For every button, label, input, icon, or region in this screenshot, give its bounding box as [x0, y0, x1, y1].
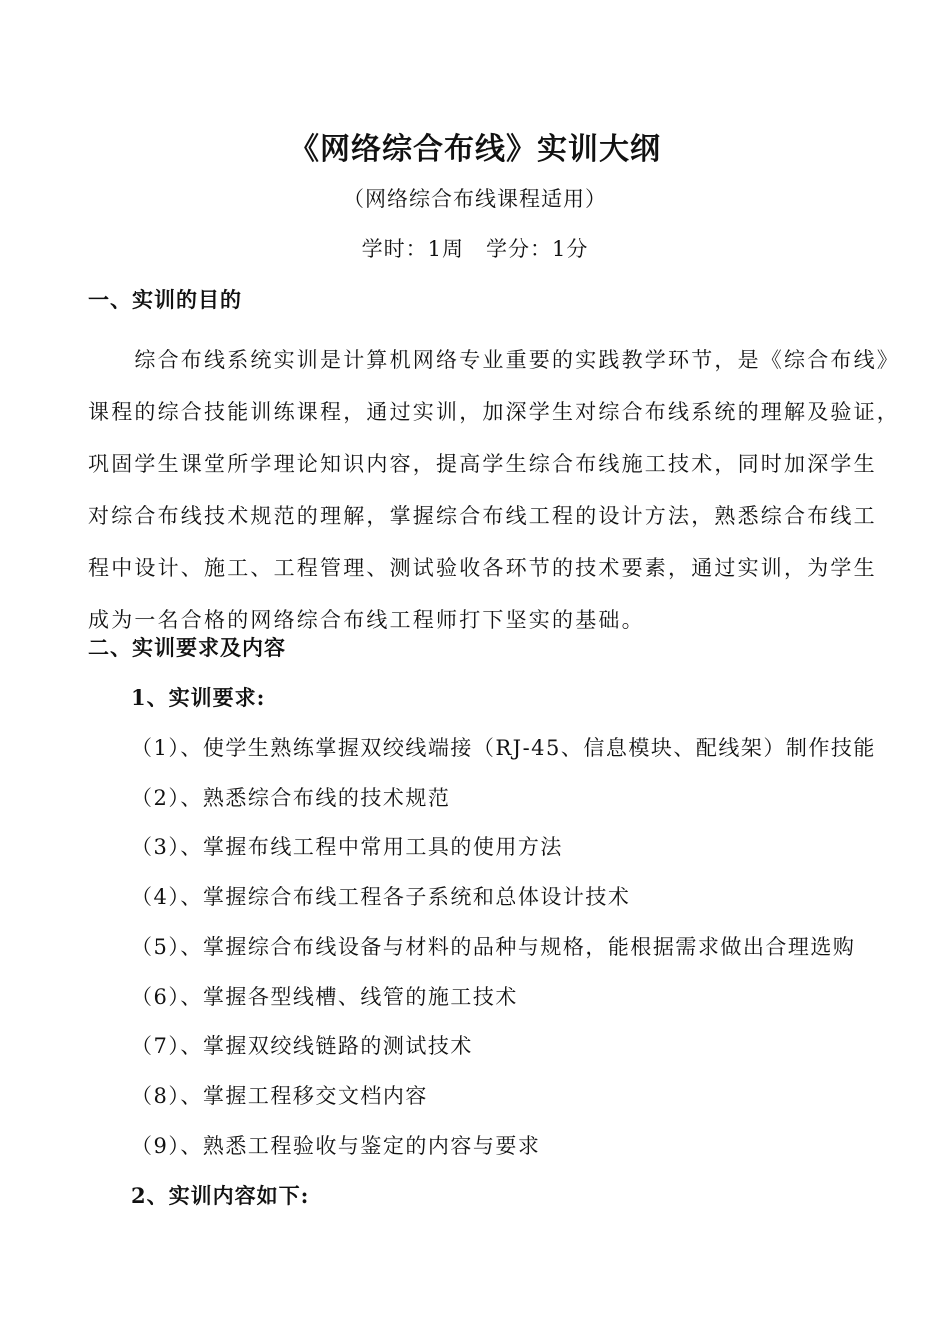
requirement-item: （8）、掌握工程移交文档内容 — [131, 1084, 428, 1108]
document-title: 《网络综合布线》实训大纲 — [289, 132, 661, 167]
requirement-item: （5）、掌握综合布线设备与材料的品种与规格，能根据需求做出合理选购 — [131, 935, 856, 959]
section1-paragraph — [88, 334, 900, 646]
requirement-item: （4）、掌握综合布线工程各子系统和总体设计技术 — [131, 885, 631, 909]
requirement-item: （7）、掌握双绞线链路的测试技术 — [131, 1034, 473, 1058]
content-heading: 2、实训内容如下: — [131, 1183, 310, 1208]
requirement-item: （3）、掌握布线工程中常用工具的使用方法 — [131, 835, 563, 859]
requirement-item: （6）、掌握各型线槽、线管的施工技术 — [131, 985, 518, 1009]
paragraph-line: 成为一名合格的网络综合布线工程师打下坚实的基础。 — [88, 608, 645, 632]
section1-heading: 一、实训的目的 — [88, 287, 242, 312]
requirement-item: （9）、熟悉工程验收与鉴定的内容与要求 — [131, 1134, 541, 1158]
hours-credits: 学时：1周 学分：1分 — [361, 237, 589, 261]
paragraph-line: 程中设计、施工、工程管理、测试验收各环节的技术要素，通过实训，为学生 — [88, 556, 877, 580]
paragraph-line: 对综合布线技术规范的理解，掌握综合布线工程的设计方法，熟悉综合布线工 — [88, 504, 877, 528]
paragraph-line: 巩固学生课堂所学理论知识内容，提高学生综合布线施工技术，同时加深学生 — [88, 452, 877, 476]
requirement-item: （1）、使学生熟练掌握双绞线端接（RJ-45、信息模块、配线架）制作技能 — [131, 736, 876, 760]
paragraph-line: 综合布线系统实训是计算机网络专业重要的实践教学环节，是《综合布线》 — [88, 348, 900, 372]
requirements-heading: 1、实训要求: — [131, 685, 266, 710]
document-subtitle: （网络综合布线课程适用） — [343, 187, 607, 211]
section2-heading: 二、实训要求及内容 — [88, 635, 286, 660]
paragraph-line: 课程的综合技能训练课程，通过实训，加深学生对综合布线系统的理解及验证， — [88, 400, 900, 424]
requirement-item: （2）、熟悉综合布线的技术规范 — [131, 786, 451, 810]
